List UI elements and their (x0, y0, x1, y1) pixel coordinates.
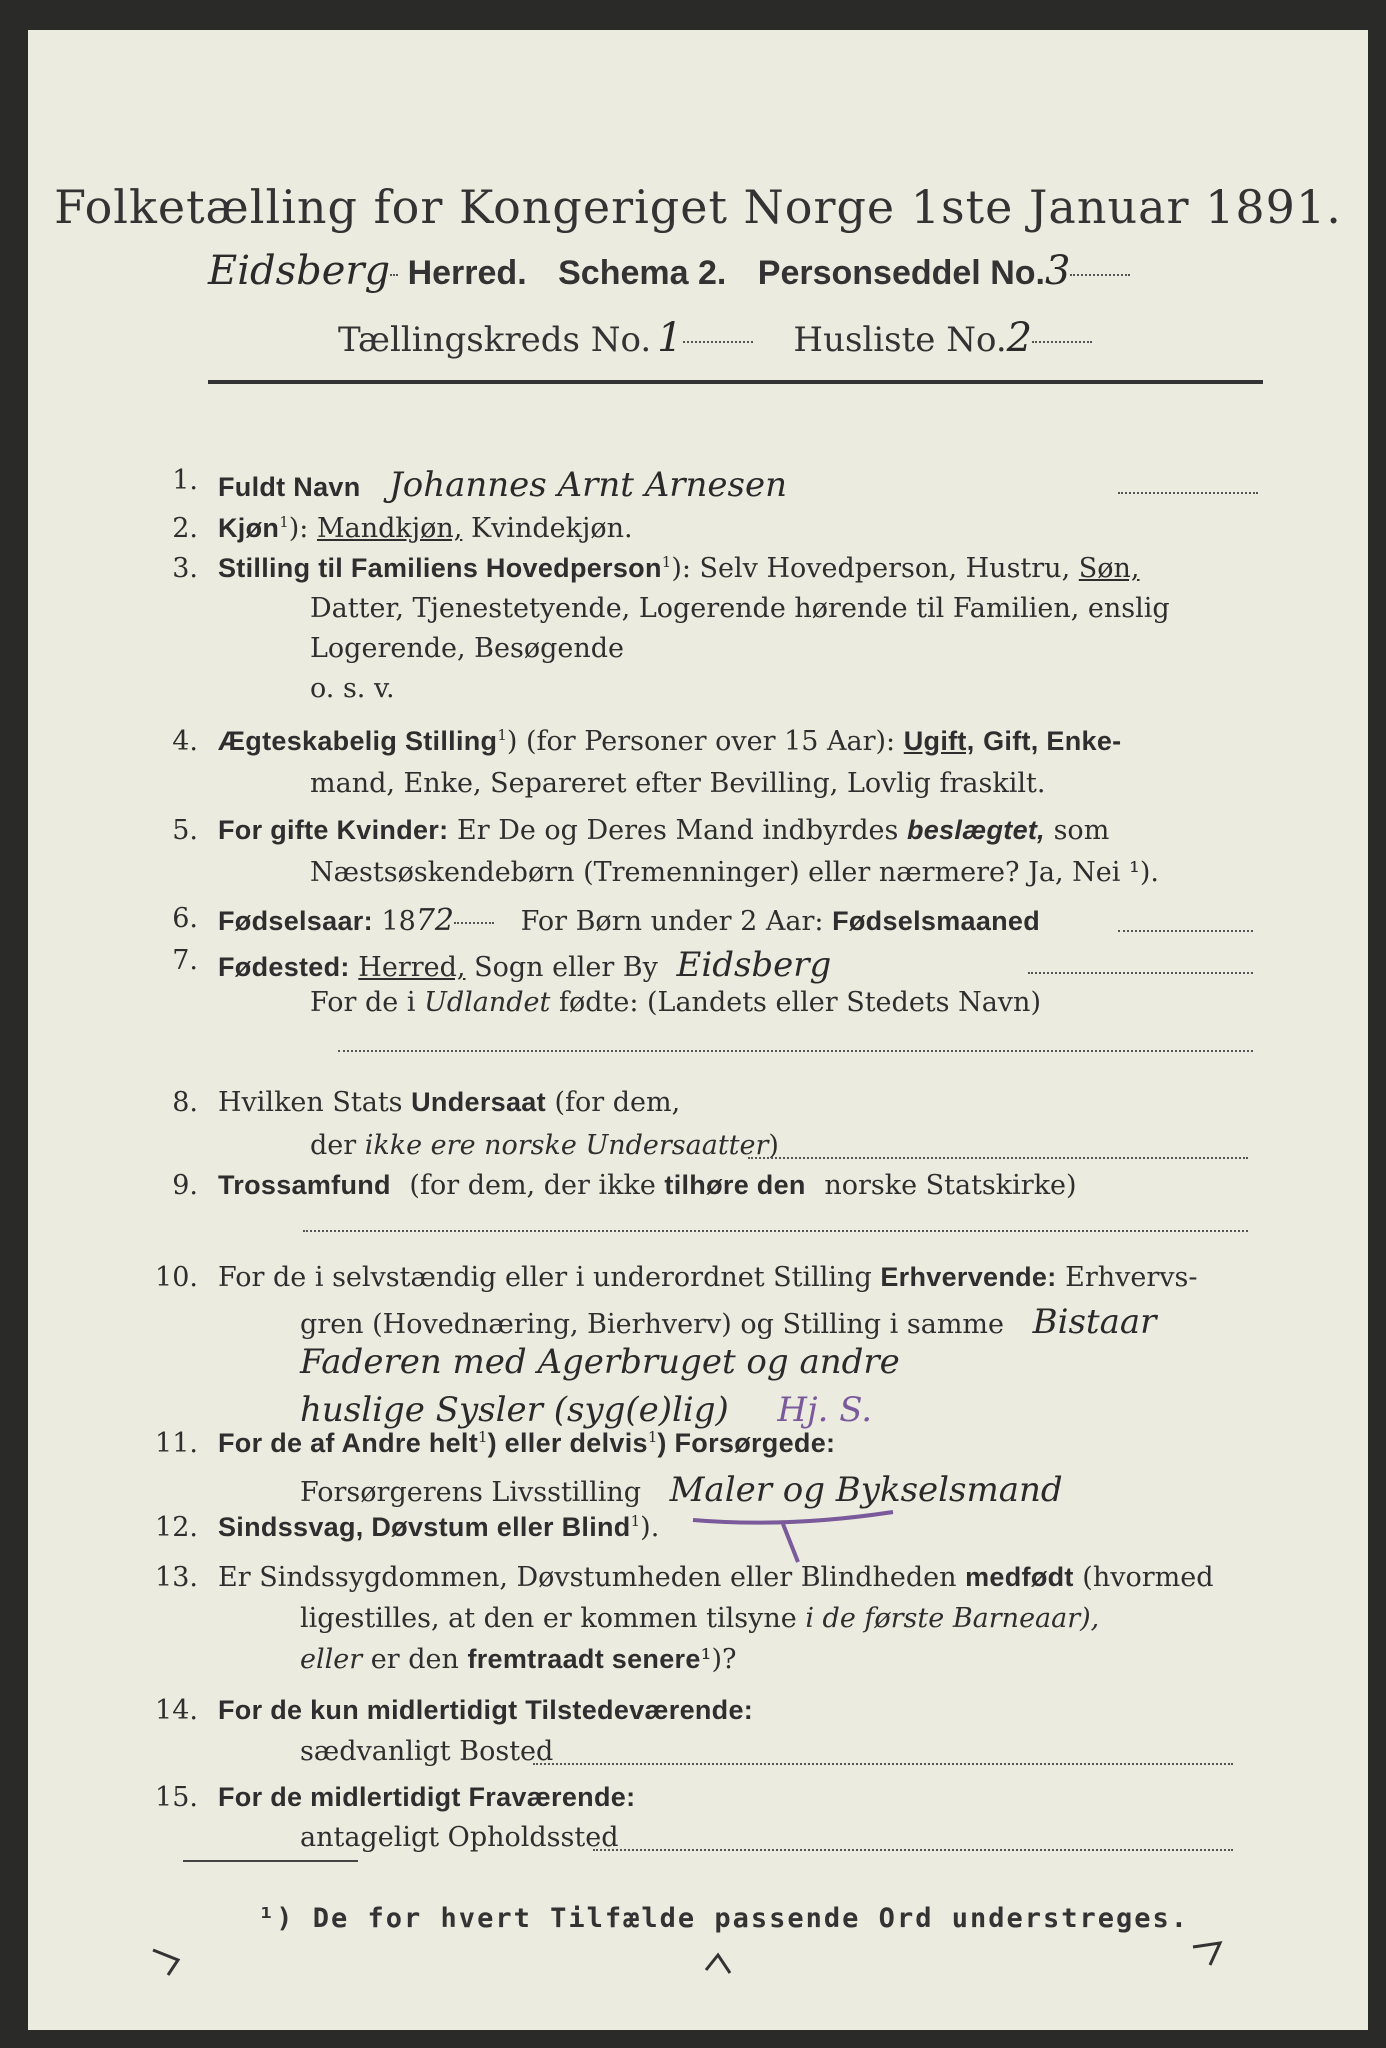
field-1-num: 1. (172, 465, 198, 496)
field-13-line3b: er den (370, 1644, 459, 1675)
taellingskreds-label: Tællingskreds No. (338, 320, 652, 360)
field-15-num: 15. (155, 1782, 198, 1813)
field-10-line2 (300, 1302, 1156, 1342)
field-2-rest: ): (288, 513, 309, 544)
field-5-line1c: som (1053, 815, 1110, 846)
field-10-line1b: Erhvervende: (880, 1262, 1057, 1292)
field-6-year-prefix: 18 (381, 906, 416, 937)
field-11-line2 (300, 1470, 1063, 1510)
field-6-label: Fødselsaar: (218, 906, 373, 936)
field-8-line2a: der (310, 1130, 357, 1161)
field-6 (172, 903, 1041, 938)
field-8-line1 (172, 1087, 681, 1118)
registration-mark-center (698, 1945, 738, 1985)
field-7-label: Fødested: (218, 952, 350, 982)
form-title: Folketælling for Kongeriget Norge 1ste Januar 1891. (54, 180, 1342, 234)
field-14-line2: sædvanligt Bosted (300, 1736, 554, 1767)
field-13-line2a: ligestilles, at den er kommen tilsyne (300, 1603, 797, 1634)
header-rule (208, 380, 1263, 384)
footnote: ¹) De for hvert Tilfælde passende Ord understreges. (258, 1903, 1190, 1934)
field-7-line2c: fødte: (Landets eller Stedets Navn) (558, 987, 1041, 1018)
kreds-row (338, 315, 1092, 361)
field-10-line4 (300, 1390, 872, 1430)
field-3-label: Stilling til Familiens Hovedperson (218, 553, 662, 583)
field-15-line2: antageligt Opholdssted (300, 1822, 619, 1853)
field-7-rest: Sogn eller By (474, 952, 658, 983)
field-9-blank-line (303, 1230, 1248, 1232)
field-15-label: For de midlertidigt Fraværende: (218, 1782, 636, 1812)
field-11-line1c: ) Forsørgede: (657, 1428, 836, 1458)
field-12-num: 12. (155, 1512, 198, 1543)
field-8-label-b: Undersaat (411, 1087, 546, 1117)
field-1-dotline (1118, 492, 1258, 494)
field-13-num: 13. (155, 1562, 198, 1593)
field-13-line3 (300, 1644, 737, 1675)
field-9-rest1: (for dem, der ikke (409, 1170, 656, 1201)
field-2 (172, 513, 633, 544)
field-10-line1a: For de i selvstændig eller i underordnet Stilling (218, 1262, 872, 1293)
field-10-value1: Bistaar (1032, 1302, 1157, 1342)
field-13-line2 (300, 1603, 1099, 1634)
field-5-line1b: beslægtet, (906, 815, 1045, 845)
registration-mark-left (148, 1940, 188, 1980)
field-14-dotline (533, 1763, 1233, 1765)
field-15-line1 (155, 1782, 636, 1813)
field-4-label: Ægteskabelig Stilling (218, 726, 498, 756)
field-2-num: 2. (172, 513, 198, 544)
field-10-line2-text: gren (Hovednæring, Bierhverv) og Stilling i samme (300, 1309, 1005, 1340)
field-7-line2a: For de i (310, 987, 416, 1018)
field-8-label: Hvilken Stats (218, 1087, 403, 1118)
field-8-line2b: ikke ere norske Undersaatter (364, 1130, 769, 1161)
field-7-blank-line (338, 1050, 1253, 1052)
field-3-line3: Logerende, Besøgende (310, 633, 624, 664)
census-form-sheet (28, 30, 1368, 2030)
field-4-line1 (172, 726, 1122, 757)
field-1-value: Johannes Arnt Arnesen (389, 465, 787, 505)
field-10-line1c: Erhvervs- (1065, 1262, 1198, 1293)
field-9-rest2: norske Statskirke) (824, 1170, 1077, 1201)
field-8-rest: (for dem, (554, 1087, 681, 1118)
field-10-value3: huslige Sysler (syg(e)lig) (300, 1390, 729, 1430)
field-9-b2: tilhøre den (664, 1170, 806, 1200)
field-4-option-ugift: Ugift, (903, 726, 975, 756)
field-14-label: For de kun midlertidigt Tilstedeværende: (218, 1695, 754, 1725)
field-4-num: 4. (172, 726, 198, 757)
husliste-label: Husliste No. (793, 320, 1007, 360)
field-4-line2: mand, Enke, Separeret efter Bevilling, Lovlig fraskilt. (310, 768, 1046, 799)
field-4-sup: 1 (497, 726, 507, 744)
field-4-line1c: Gift, Enke- (983, 726, 1122, 756)
husliste-value: 2 (1006, 315, 1033, 361)
field-11-line1: 11. For de af Andre helt$^1$) eller delvis$^1$) Forsørgede: (178, 1428, 835, 1459)
field-13-line1 (155, 1562, 1214, 1593)
field-1 (172, 465, 787, 505)
field-4-line1a: ) (for Personer over 15 Aar): (506, 726, 896, 757)
field-3-line2: Datter, Tjenestetyende, Logerende hørende til Familien, enslig (310, 593, 1170, 624)
field-8-dotline (748, 1157, 1248, 1159)
field-2-label: Kjøn (218, 513, 280, 543)
schema-label: Schema 2. (558, 254, 727, 292)
field-2-sup: 1 (279, 513, 289, 531)
field-11-value: Maler og Bykselsmand (669, 1470, 1063, 1510)
field-9-num: 9. (172, 1170, 198, 1201)
field-3-line1a: ): Selv Hovedperson, Hustru, (671, 553, 1071, 584)
field-14-num: 14. (155, 1695, 198, 1726)
field-3-num: 3. (172, 553, 198, 584)
registration-mark-right (1188, 1935, 1228, 1975)
field-6-year-value: 72 (415, 903, 454, 938)
field-6-label2: Fødselsmaaned (832, 906, 1041, 936)
field-13-line1b: medfødt (965, 1562, 1074, 1592)
personseddel-value: 3 (1044, 248, 1071, 294)
field-10-num: 10. (155, 1262, 198, 1293)
field-13-line3a: eller (300, 1644, 363, 1675)
field-7-num: 7. (172, 945, 198, 976)
field-12-cancel-mark (688, 1500, 918, 1570)
field-7-line1 (172, 945, 832, 985)
field-8-line2c: ) (768, 1130, 779, 1161)
field-10-mark: Hj. S. (777, 1390, 873, 1430)
field-5-num: 5. (172, 815, 198, 846)
field-14-line1 (155, 1695, 754, 1726)
field-5-line2: Næstsøskendebørn (Tremenninger) eller nærmere? Ja, Nei ¹). (310, 857, 1159, 888)
field-8-line2 (310, 1130, 779, 1161)
field-2-option-mandkjon: Mandkjøn, (316, 513, 463, 544)
field-6-mid: For Børn under 2 Aar: (520, 906, 824, 937)
field-6-num: 6. (172, 903, 198, 934)
field-11-num: 11. (155, 1428, 198, 1459)
field-3-option-son: Søn, (1078, 553, 1140, 584)
herred-value: Eidsberg (208, 248, 391, 294)
field-11-line1a: For de af Andre helt (218, 1428, 479, 1458)
field-3-line1 (172, 553, 1140, 584)
field-3-line4: o. s. v. (310, 673, 395, 704)
field-13-line3d: ¹)? (700, 1644, 737, 1675)
field-11-line1b: ) eller delvis (487, 1428, 648, 1458)
field-10-value2: Faderen med Agerbruget og andre (300, 1342, 900, 1382)
field-13-line2b: i de første Barneaar), (805, 1603, 1100, 1634)
field-7-value: Eidsberg (676, 945, 832, 985)
field-5-line1 (172, 815, 1110, 846)
field-5-label: For gifte Kvinder: (218, 815, 449, 845)
field-8-num: 8. (172, 1087, 198, 1118)
field-2-option-kvindekjon: Kvindekjøn. (470, 513, 633, 544)
field-6-dotline (1118, 930, 1253, 932)
field-11-line2-text: Forsørgerens Livsstilling (300, 1477, 642, 1508)
personseddel-label: Personseddel No. (757, 254, 1045, 292)
herred-label: Herred. (407, 254, 527, 292)
field-12-label: Sindssvag, Døvstum eller Blind (218, 1512, 631, 1542)
field-13-line3c: fremtraadt senere (467, 1644, 701, 1674)
field-5-line1a: Er De og Deres Mand indbyrdes (457, 815, 899, 846)
field-7-line2 (310, 987, 1041, 1018)
field-9-label: Trossamfund (218, 1170, 391, 1200)
field-12-sup: 1 (630, 1512, 641, 1530)
field-12-rest: ). (640, 1512, 660, 1543)
field-7-option-herred: Herred, (358, 952, 466, 983)
field-10-line1 (155, 1262, 1198, 1293)
field-15-dotline (593, 1849, 1233, 1851)
field-9 (172, 1170, 1077, 1201)
herred-row (208, 248, 1130, 294)
field-3-sup: 1 (661, 553, 672, 571)
field-7-line2b: Udlandet (424, 987, 551, 1018)
field-13-line1a: Er Sindssygdommen, Døvstumheden eller Blindheden (218, 1562, 957, 1593)
taellingskreds-value: 1 (657, 315, 683, 361)
field-12 (155, 1512, 660, 1543)
footnote-rule (183, 1860, 358, 1862)
field-1-label: Fuldt Navn (218, 472, 361, 502)
field-13-line1c: (hvormed (1082, 1562, 1214, 1593)
field-7-dotline (1028, 972, 1253, 974)
